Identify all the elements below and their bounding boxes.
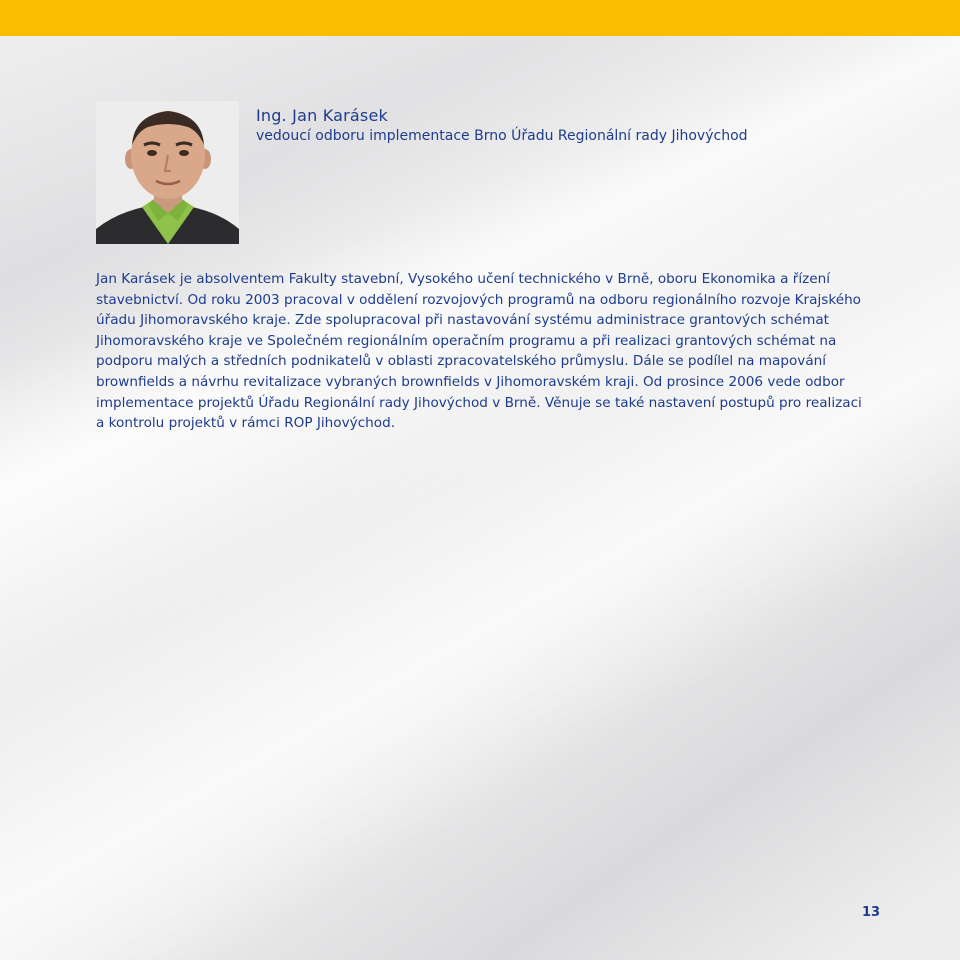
biography-paragraph: Jan Karásek je absolventem Fakulty stavební, Vysokého učení technického v Brně, oboru Ekonomika a řízení stavebnictví. Od roku 2003 pracoval v oddělení rozvojových programů na odboru regionálního rozvoje Krajského úřadu Jihomoravského kraje. Zde spolupracoval při nastavování systému administrace grantových schémat Jihomoravského kraje ve Společném regionálním operačním programu a při realizaci grantových schémat na podporu malých a středních podnikatelů v oblasti zpracovatelského průmyslu. Dále se podílel na mapování brownfields a návrhu revitalizace vybraných brownfields v Jihomoravském kraji. Od prosince 2006 vede odbor implementace projektů Úřadu Regionální rady Jihovýchod v Brně. Věnuje se také nastavení postupů pro realizaci a kontrolu projektů v rámci ROP Jihovýchod. [96,271,862,432]
person-role: vedoucí odboru implementace Brno Úřadu Regionální rady Jihovýchod [256,128,748,144]
top-accent-bar [0,0,960,36]
page-number: 13 [862,905,881,920]
portrait-photo [96,101,239,244]
person-name: Ing. Jan Karásek [256,106,388,125]
